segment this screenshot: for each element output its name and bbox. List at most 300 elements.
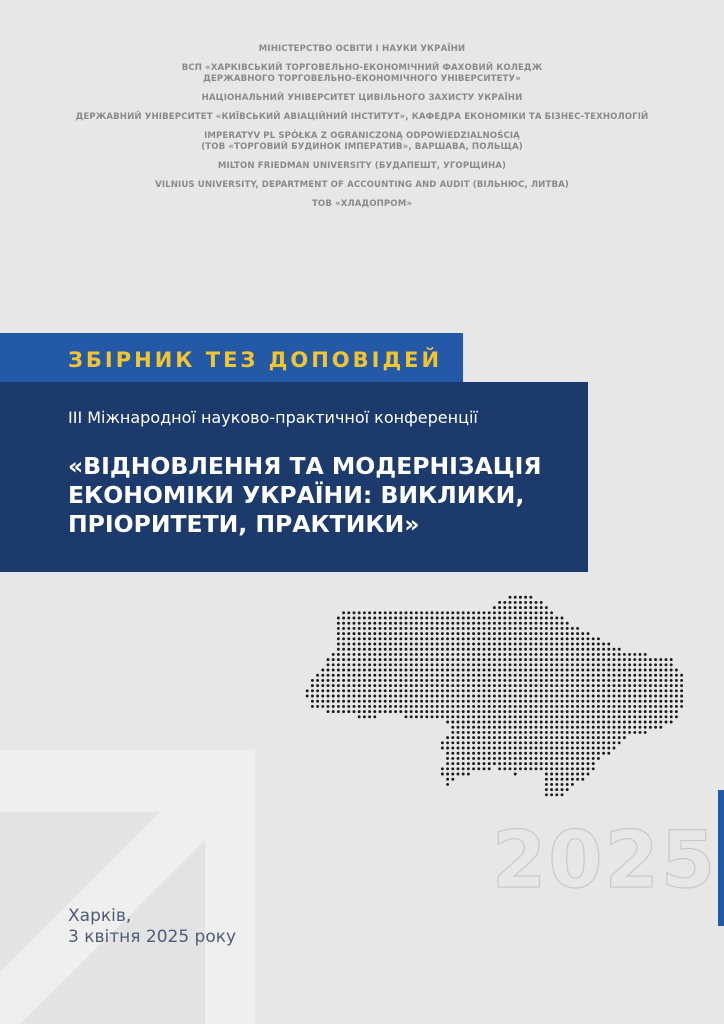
map-dot	[680, 695, 683, 698]
map-dot	[602, 689, 605, 692]
map-dot	[555, 674, 558, 677]
map-dot	[607, 663, 610, 666]
map-dot	[431, 715, 434, 718]
map-dot	[498, 731, 501, 734]
map-dot	[524, 700, 527, 703]
map-dot	[550, 788, 553, 791]
map-dot	[613, 715, 616, 718]
map-dot	[472, 674, 475, 677]
map-dot	[503, 705, 506, 708]
map-dot	[540, 643, 543, 646]
map-dot	[571, 715, 574, 718]
map-dot	[545, 762, 548, 765]
map-dot	[394, 617, 397, 620]
map-dot	[613, 658, 616, 661]
map-dot	[581, 741, 584, 744]
map-dot	[618, 648, 621, 651]
map-dot	[358, 643, 361, 646]
map-dot	[415, 627, 418, 630]
map-dot	[654, 658, 657, 661]
map-dot	[373, 700, 376, 703]
map-dot	[545, 710, 548, 713]
map-dot	[399, 689, 402, 692]
map-dot	[509, 684, 512, 687]
map-dot	[441, 669, 444, 672]
map-dot	[592, 663, 595, 666]
map-dot	[613, 741, 616, 744]
map-dot	[607, 658, 610, 661]
map-dot	[576, 757, 579, 760]
map-dot	[353, 663, 356, 666]
map-dot	[654, 679, 657, 682]
map-dot	[337, 653, 340, 656]
map-dot	[363, 622, 366, 625]
map-dot	[467, 710, 470, 713]
map-dot	[483, 752, 486, 755]
map-dot	[597, 653, 600, 656]
map-dot	[441, 643, 444, 646]
map-dot	[483, 741, 486, 744]
map-dot	[592, 721, 595, 724]
map-dot	[644, 705, 647, 708]
map-dot	[587, 653, 590, 656]
map-dot	[342, 637, 345, 640]
map-dot	[524, 752, 527, 755]
map-dot	[415, 648, 418, 651]
map-dot	[394, 643, 397, 646]
map-dot	[431, 632, 434, 635]
map-dot	[472, 643, 475, 646]
organizer-line: (ТОВ «ТОРГОВИЙ БУДИНОК ІМПЕРАТИВ», ВАРШАВА, ПОЛЬЩА)	[201, 142, 523, 152]
map-dot	[514, 726, 517, 729]
map-dot	[431, 695, 434, 698]
map-dot	[503, 648, 506, 651]
map-dot	[639, 658, 642, 661]
map-dot	[446, 643, 449, 646]
map-dot	[368, 710, 371, 713]
map-dot	[503, 710, 506, 713]
map-dot	[644, 721, 647, 724]
map-dot	[529, 601, 532, 604]
map-dot	[659, 715, 662, 718]
map-dot	[576, 726, 579, 729]
map-dot	[633, 669, 636, 672]
map-dot	[540, 627, 543, 630]
map-dot	[623, 710, 626, 713]
map-dot	[337, 705, 340, 708]
map-dot	[665, 721, 668, 724]
map-dot	[592, 679, 595, 682]
map-dot	[550, 674, 553, 677]
map-dot	[566, 788, 569, 791]
map-dot	[384, 705, 387, 708]
map-dot	[649, 674, 652, 677]
map-dot	[519, 627, 522, 630]
map-dot	[446, 700, 449, 703]
map-dot	[405, 627, 408, 630]
map-dot	[457, 611, 460, 614]
map-dot	[545, 679, 548, 682]
map-dot	[509, 669, 512, 672]
map-dot	[555, 783, 558, 786]
map-dot	[399, 710, 402, 713]
map-dot	[472, 700, 475, 703]
map-dot	[509, 752, 512, 755]
map-dot	[607, 674, 610, 677]
map-dot	[597, 684, 600, 687]
map-dot	[327, 705, 330, 708]
map-dot	[524, 606, 527, 609]
map-dot	[618, 679, 621, 682]
map-dot	[472, 611, 475, 614]
map-dot	[379, 684, 382, 687]
map-dot	[618, 736, 621, 739]
map-dot	[659, 663, 662, 666]
map-dot	[514, 674, 517, 677]
map-dot	[451, 658, 454, 661]
map-dot	[410, 648, 413, 651]
map-dot	[446, 773, 449, 776]
map-dot	[498, 611, 501, 614]
map-dot	[436, 700, 439, 703]
map-dot	[524, 674, 527, 677]
map-dot	[519, 736, 522, 739]
map-dot	[446, 669, 449, 672]
map-dot	[472, 679, 475, 682]
map-dot	[462, 663, 465, 666]
map-dot	[514, 700, 517, 703]
map-dot	[592, 653, 595, 656]
map-dot	[607, 736, 610, 739]
map-dot	[540, 648, 543, 651]
map-dot	[581, 653, 584, 656]
map-dot	[550, 695, 553, 698]
map-dot	[467, 752, 470, 755]
map-dot	[332, 695, 335, 698]
map-dot	[550, 622, 553, 625]
map-dot	[389, 695, 392, 698]
map-dot	[581, 715, 584, 718]
map-dot	[613, 731, 616, 734]
map-dot	[613, 705, 616, 708]
map-dot	[467, 767, 470, 770]
map-dot	[633, 695, 636, 698]
map-dot	[576, 715, 579, 718]
map-dot	[337, 632, 340, 635]
map-dot	[373, 674, 376, 677]
map-dot	[649, 663, 652, 666]
map-dot	[493, 715, 496, 718]
map-dot	[379, 663, 382, 666]
map-dot	[607, 726, 610, 729]
map-dot	[561, 747, 564, 750]
map-dot	[477, 658, 480, 661]
map-dot	[353, 689, 356, 692]
map-dot	[405, 679, 408, 682]
map-dot	[524, 601, 527, 604]
map-dot	[446, 658, 449, 661]
map-dot	[649, 705, 652, 708]
map-dot	[659, 658, 662, 661]
map-dot	[405, 695, 408, 698]
map-dot	[467, 731, 470, 734]
map-dot	[529, 752, 532, 755]
map-dot	[529, 674, 532, 677]
map-dot	[524, 637, 527, 640]
map-dot	[436, 684, 439, 687]
map-dot	[425, 715, 428, 718]
map-dot	[550, 757, 553, 760]
map-dot	[618, 653, 621, 656]
map-dot	[462, 752, 465, 755]
map-dot	[540, 611, 543, 614]
map-dot	[363, 689, 366, 692]
map-dot	[644, 663, 647, 666]
map-dot	[379, 679, 382, 682]
map-dot	[675, 679, 678, 682]
map-dot	[550, 773, 553, 776]
map-dot	[571, 637, 574, 640]
map-dot	[451, 643, 454, 646]
map-dot	[321, 695, 324, 698]
map-dot	[368, 637, 371, 640]
map-dot	[529, 715, 532, 718]
map-dot	[524, 632, 527, 635]
map-dot	[451, 757, 454, 760]
map-dot	[415, 617, 418, 620]
map-dot	[389, 700, 392, 703]
map-dot	[399, 653, 402, 656]
map-dot	[467, 674, 470, 677]
map-dot	[337, 637, 340, 640]
map-dot	[602, 684, 605, 687]
map-dot	[477, 741, 480, 744]
map-dot	[587, 669, 590, 672]
map-dot	[571, 721, 574, 724]
map-dot	[503, 637, 506, 640]
map-dot	[509, 726, 512, 729]
map-dot	[379, 689, 382, 692]
map-dot	[368, 627, 371, 630]
map-dot	[446, 679, 449, 682]
map-dot	[498, 627, 501, 630]
map-dot	[415, 653, 418, 656]
map-dot	[545, 752, 548, 755]
map-dot	[451, 627, 454, 630]
map-dot	[649, 695, 652, 698]
map-dot	[670, 715, 673, 718]
map-dot	[347, 622, 350, 625]
map-dot	[628, 674, 631, 677]
map-dot	[628, 653, 631, 656]
map-dot	[384, 689, 387, 692]
map-dot	[519, 695, 522, 698]
map-dot	[498, 617, 501, 620]
map-dot	[576, 752, 579, 755]
map-dot	[519, 731, 522, 734]
map-dot	[457, 684, 460, 687]
map-dot	[571, 674, 574, 677]
map-dot	[607, 684, 610, 687]
map-dot	[566, 731, 569, 734]
map-dot	[431, 705, 434, 708]
map-dot	[555, 793, 558, 796]
map-dot	[415, 632, 418, 635]
map-dot	[472, 663, 475, 666]
map-dot	[441, 741, 444, 744]
map-dot	[571, 741, 574, 744]
map-dot	[675, 669, 678, 672]
map-dot	[389, 658, 392, 661]
map-dot	[498, 736, 501, 739]
map-dot	[483, 721, 486, 724]
map-dot	[342, 679, 345, 682]
map-dot	[550, 747, 553, 750]
map-dot	[509, 721, 512, 724]
map-dot	[602, 747, 605, 750]
map-dot	[670, 669, 673, 672]
map-dot	[550, 627, 553, 630]
map-dot	[436, 653, 439, 656]
map-dot	[462, 658, 465, 661]
map-dot	[576, 747, 579, 750]
map-dot	[467, 617, 470, 620]
map-dot	[623, 674, 626, 677]
map-dot	[451, 653, 454, 656]
map-dot	[503, 767, 506, 770]
map-dot	[467, 700, 470, 703]
map-dot	[509, 710, 512, 713]
map-dot	[503, 617, 506, 620]
map-dot	[540, 731, 543, 734]
map-dot	[587, 684, 590, 687]
map-dot	[540, 679, 543, 682]
map-dot	[451, 663, 454, 666]
map-dot	[571, 762, 574, 765]
map-dot	[451, 736, 454, 739]
map-dot	[514, 669, 517, 672]
map-dot	[457, 643, 460, 646]
map-dot	[379, 627, 382, 630]
map-dot	[483, 762, 486, 765]
map-dot	[529, 632, 532, 635]
map-dot	[472, 705, 475, 708]
map-dot	[363, 695, 366, 698]
map-dot	[545, 658, 548, 661]
map-dot	[451, 611, 454, 614]
map-dot	[545, 606, 548, 609]
map-dot	[519, 669, 522, 672]
map-dot	[670, 705, 673, 708]
map-dot	[519, 700, 522, 703]
map-dot	[373, 663, 376, 666]
map-dot	[420, 622, 423, 625]
map-dot	[503, 721, 506, 724]
map-dot	[368, 617, 371, 620]
map-dot	[420, 669, 423, 672]
map-dot	[477, 648, 480, 651]
map-dot	[379, 710, 382, 713]
map-dot	[410, 689, 413, 692]
map-dot	[368, 679, 371, 682]
map-dot	[457, 627, 460, 630]
map-dot	[451, 674, 454, 677]
map-dot	[633, 684, 636, 687]
map-dot	[524, 648, 527, 651]
map-dot	[373, 669, 376, 672]
map-dot	[373, 684, 376, 687]
map-dot	[561, 778, 564, 781]
map-dot	[498, 679, 501, 682]
map-dot	[597, 721, 600, 724]
map-dot	[597, 700, 600, 703]
map-dot	[321, 684, 324, 687]
map-dot	[394, 622, 397, 625]
map-dot	[425, 679, 428, 682]
map-dot	[462, 637, 465, 640]
map-dot	[566, 622, 569, 625]
map-dot	[540, 622, 543, 625]
map-dot	[425, 689, 428, 692]
map-dot	[675, 674, 678, 677]
map-dot	[342, 689, 345, 692]
map-dot	[535, 606, 538, 609]
map-dot	[410, 674, 413, 677]
map-dot	[618, 731, 621, 734]
map-dot	[488, 611, 491, 614]
map-dot	[373, 627, 376, 630]
map-dot	[623, 715, 626, 718]
map-dot	[462, 653, 465, 656]
map-dot	[462, 736, 465, 739]
map-dot	[332, 705, 335, 708]
map-dot	[410, 705, 413, 708]
map-dot	[379, 617, 382, 620]
map-dot	[566, 643, 569, 646]
conference-title-line: ПРІОРИТЕТИ, ПРАКТИКИ»	[68, 510, 420, 538]
map-dot	[493, 606, 496, 609]
map-dot	[483, 747, 486, 750]
map-dot	[581, 643, 584, 646]
map-dot	[561, 726, 564, 729]
map-dot	[581, 767, 584, 770]
map-dot	[509, 648, 512, 651]
map-dot	[451, 617, 454, 620]
map-dot	[675, 710, 678, 713]
map-dot	[628, 715, 631, 718]
map-dot	[576, 689, 579, 692]
map-dot	[399, 611, 402, 614]
map-dot	[550, 658, 553, 661]
map-dot	[618, 669, 621, 672]
map-dot	[576, 632, 579, 635]
map-dot	[353, 658, 356, 661]
map-dot	[644, 710, 647, 713]
map-dot	[389, 663, 392, 666]
map-dot	[665, 705, 668, 708]
map-dot	[389, 674, 392, 677]
map-dot	[566, 726, 569, 729]
organizer-item	[0, 161, 724, 172]
map-dot	[665, 684, 668, 687]
map-dot	[446, 783, 449, 786]
organizer-item	[0, 93, 724, 104]
map-dot	[561, 627, 564, 630]
map-dot	[613, 684, 616, 687]
map-dot	[514, 715, 517, 718]
map-dot	[503, 715, 506, 718]
map-dot	[545, 778, 548, 781]
